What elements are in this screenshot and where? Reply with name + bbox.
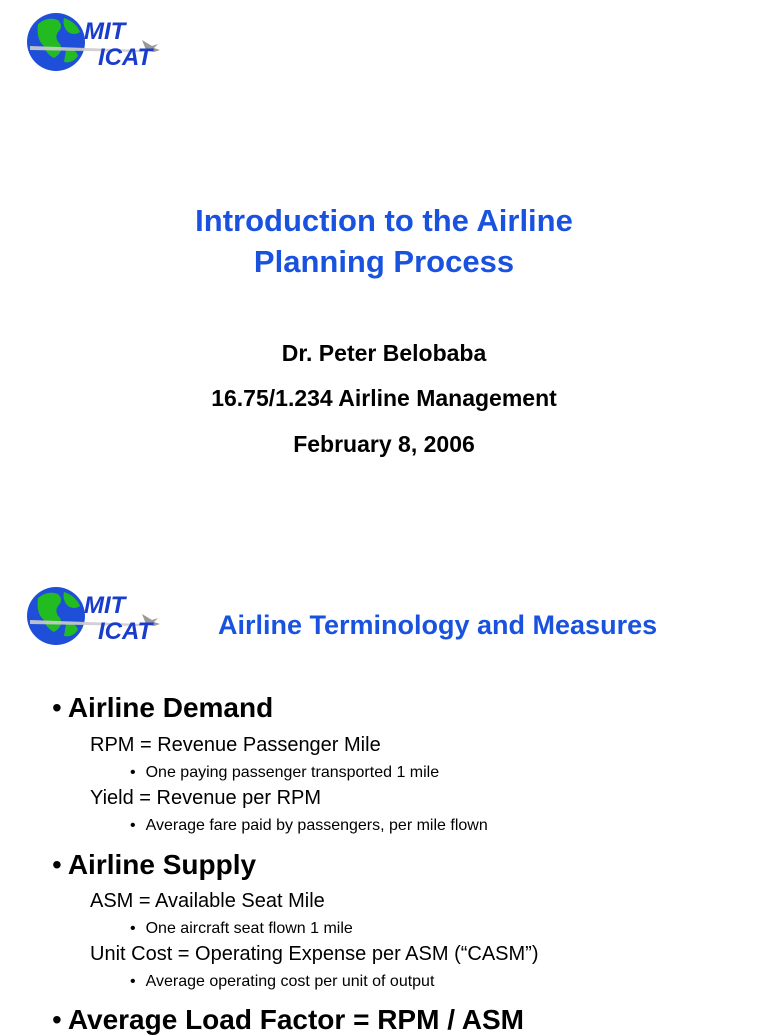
bullet-heading-demand: • Airline Demand bbox=[52, 692, 274, 723]
logo-text-icat: ICAT bbox=[98, 618, 153, 645]
sub-bullet-item: • One paying passenger transported 1 mile bbox=[130, 764, 440, 781]
bullet-item: Unit Cost = Operating Expense per ASM (“CASM”) bbox=[90, 943, 539, 965]
terminology-slide bbox=[0, 568, 768, 1035]
slide-title: Airline Terminology and Measures bbox=[218, 610, 658, 640]
bullet-item: ASM = Available Seat Mile bbox=[90, 890, 325, 912]
bullet-item: RPM = Revenue Passenger Mile bbox=[90, 734, 381, 756]
sub-bullet-item: • Average operating cost per unit of output bbox=[130, 973, 435, 990]
logo-text-mit: MIT bbox=[84, 592, 126, 619]
author: Dr. Peter Belobaba bbox=[281, 340, 487, 366]
mit-icat-logo bbox=[24, 10, 164, 80]
mit-icat-logo bbox=[24, 584, 164, 654]
logo-text-icat: ICAT bbox=[98, 44, 153, 71]
date: February 8, 2006 bbox=[293, 431, 475, 457]
slide-title-line1: Introduction to the Airline bbox=[195, 203, 573, 238]
course: 16.75/1.234 Airline Management bbox=[211, 385, 557, 411]
bullet-heading-load-factor: • Average Load Factor = RPM / ASM bbox=[52, 1004, 524, 1035]
bullet-heading-supply: • Airline Supply bbox=[52, 849, 257, 880]
slide-title bbox=[0, 200, 768, 282]
slide-title-line2: Planning Process bbox=[253, 244, 515, 279]
bullet-item: Yield = Revenue per RPM bbox=[90, 787, 322, 809]
sub-bullet-item: • Average fare paid by passengers, per mile flown bbox=[130, 817, 488, 834]
sub-bullet-item: • One aircraft seat flown 1 mile bbox=[130, 920, 353, 937]
logo-text-mit: MIT bbox=[84, 18, 126, 45]
